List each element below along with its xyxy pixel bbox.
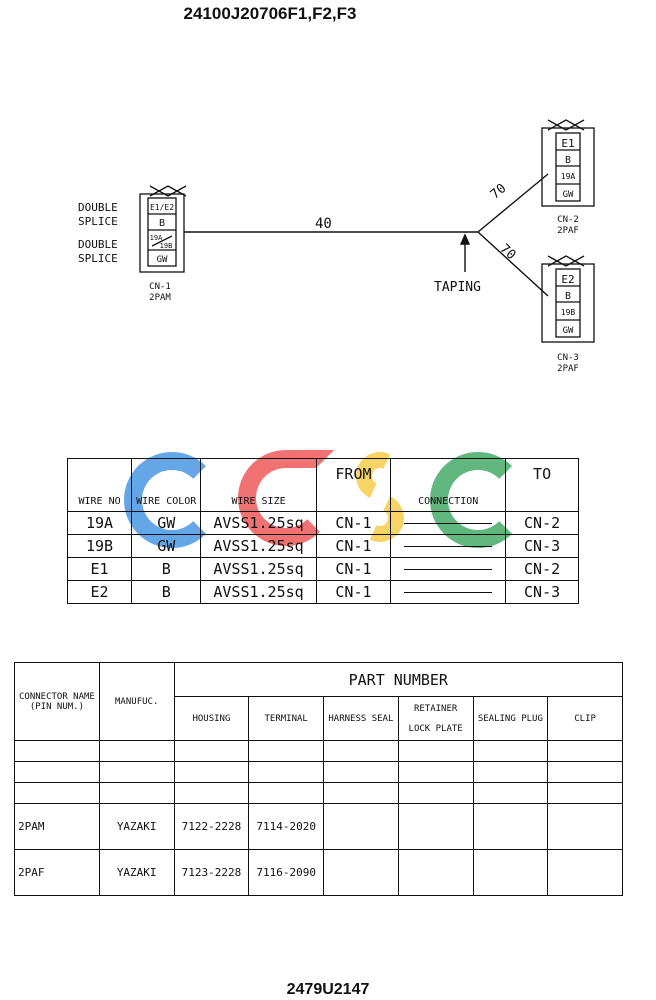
wire-connection — [391, 512, 506, 535]
wire-table — [67, 458, 579, 604]
part-connector-name: 2PAF — [15, 850, 100, 896]
part-row-empty — [15, 762, 623, 783]
wire-connection — [391, 558, 506, 581]
wire-size: AVSS1.25sq — [201, 535, 316, 558]
cn2-pin-4: GW — [562, 190, 574, 200]
part-manufac: YAZAKI — [99, 804, 174, 850]
wire-to: CN-3 — [506, 535, 579, 558]
taping-label: TAPING — [434, 280, 481, 295]
header-wire-no: WIRE NO — [68, 459, 132, 512]
part-housing: 7122-2228 — [174, 804, 249, 850]
header-terminal: TERMINAL — [249, 697, 324, 741]
part-housing: 7123-2228 — [174, 850, 249, 896]
header-connection: CONNECTION — [391, 459, 506, 512]
header-retainer: RETAINER — [413, 703, 458, 714]
wire-no: 19B — [68, 535, 132, 558]
cn1-pin-4: 19B — [159, 242, 173, 250]
header-from: FROM — [316, 459, 390, 512]
wire-connection — [391, 535, 506, 558]
wire-color: B — [132, 581, 201, 604]
cn2-pin-2: B — [564, 155, 572, 166]
part-terminal: 7114-2020 — [249, 804, 324, 850]
length-upper: 70 — [487, 181, 510, 203]
cn2-name: CN-2 — [557, 215, 579, 225]
cn1-pin-3: 19A — [149, 234, 163, 242]
header-clip: CLIP — [548, 697, 623, 741]
cn1-type: 2PAM — [149, 293, 171, 303]
wire-size: AVSS1.25sq — [201, 558, 316, 581]
wire-no: 19A — [68, 512, 132, 535]
part-row-empty — [15, 741, 623, 762]
wire-color: B — [132, 558, 201, 581]
wire-no: E2 — [68, 581, 132, 604]
cn3-type: 2PAF — [557, 364, 579, 374]
cn3-pin-3: 19B — [560, 308, 576, 317]
wiring-diagram — [0, 0, 656, 420]
wire-to: CN-2 — [506, 512, 579, 535]
wire-to: CN-3 — [506, 581, 579, 604]
part-connector-name: 2PAM — [15, 804, 100, 850]
wire-row — [68, 535, 579, 558]
cn1-pin-2: B — [158, 218, 166, 229]
part-row-empty — [15, 783, 623, 804]
header-harness-seal: HARNESS SEAL — [324, 697, 399, 741]
cn1-name: CN-1 — [149, 282, 171, 292]
splice-label-4: SPLICE — [78, 252, 118, 265]
part-number-table — [14, 662, 623, 896]
wire-color: GW — [132, 512, 201, 535]
header-connector-name-text: CONNECTOR NAME — [18, 691, 95, 702]
splice-label-1: DOUBLE — [78, 201, 118, 214]
cn1-pin-1: E1/E2 — [149, 203, 175, 212]
splice-label-3: DOUBLE — [78, 238, 118, 251]
header-housing: HOUSING — [174, 697, 249, 741]
cn2-pin-3: 19A — [560, 172, 576, 181]
wire-row — [68, 581, 579, 604]
splice-label-2: SPLICE — [78, 215, 118, 228]
part-row — [15, 850, 623, 896]
wire-to: CN-2 — [506, 558, 579, 581]
header-lock-plate: LOCK PLATE — [408, 723, 463, 734]
header-wire-color: WIRE COLOR — [132, 459, 201, 512]
header-retainer-lock-plate — [398, 697, 473, 741]
wire-no: E1 — [68, 558, 132, 581]
wire-from: CN-1 — [316, 512, 390, 535]
part-terminal: 7116-2090 — [249, 850, 324, 896]
drawing-number-footer: 2479U2147 — [286, 981, 370, 998]
header-to: TO — [506, 459, 579, 512]
cn3-pin-1: E2 — [561, 273, 575, 286]
part-table-header-row-1 — [15, 663, 623, 697]
cn2-pin-1: E1 — [561, 137, 575, 150]
cn3-pin-4: GW — [562, 326, 574, 336]
wire-table-header — [68, 459, 579, 512]
header-part-number: PART NUMBER — [174, 663, 622, 697]
wire-from: CN-1 — [316, 558, 390, 581]
header-sealing-plug: SEALING PLUG — [473, 697, 548, 741]
part-manufac: YAZAKI — [99, 850, 174, 896]
wire-row — [68, 512, 579, 535]
part-row — [15, 804, 623, 850]
wire-from: CN-1 — [316, 581, 390, 604]
cn2-type: 2PAF — [557, 226, 579, 236]
wire-color: GW — [132, 535, 201, 558]
length-lower: 70 — [496, 241, 519, 264]
wire-size: AVSS1.25sq — [201, 512, 316, 535]
wire-from: CN-1 — [316, 535, 390, 558]
cn3-pin-2: B — [564, 291, 572, 302]
drawing-title: 24100J20706F1,F2,F3 — [183, 4, 357, 23]
header-manufac: MANUFUC. — [99, 663, 174, 741]
cn1-pin-5: GW — [156, 255, 168, 265]
cn3-name: CN-3 — [557, 353, 579, 363]
length-main: 40 — [315, 216, 332, 232]
header-wire-size: WIRE SIZE — [201, 459, 316, 512]
header-pin-num: (PIN NUM.) — [29, 701, 84, 712]
wire-size: AVSS1.25sq — [201, 581, 316, 604]
wire-connection — [391, 581, 506, 604]
wire-row — [68, 558, 579, 581]
header-connector-name — [15, 663, 100, 741]
